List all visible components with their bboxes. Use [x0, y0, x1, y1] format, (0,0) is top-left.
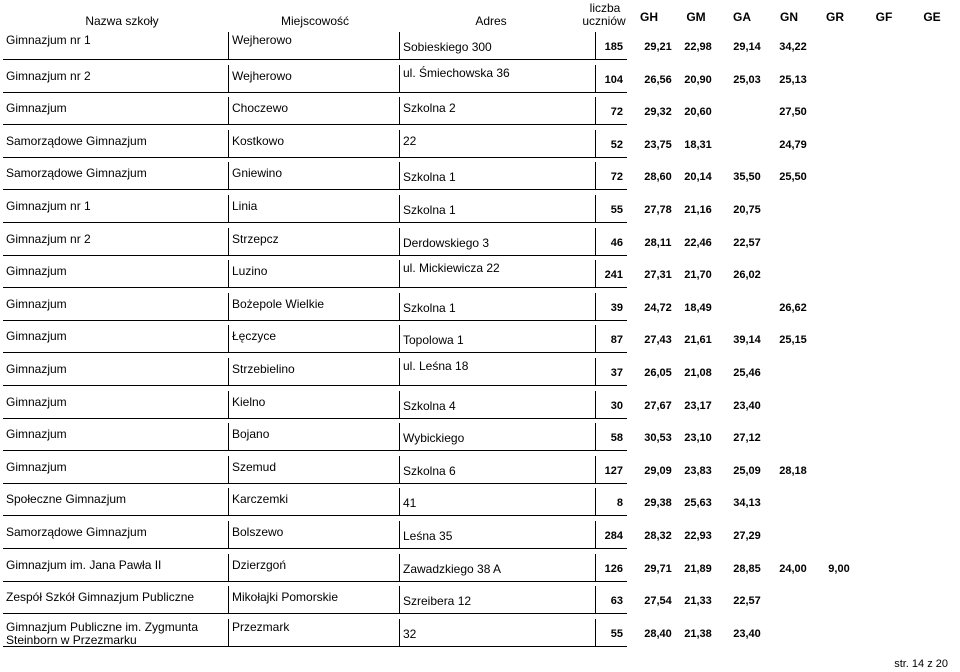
score-gh: 26,05 [644, 366, 672, 379]
address-cell: Zawadzkiego 38 A [399, 554, 595, 582]
city-cell: Strzepcz [228, 228, 399, 256]
school-name-cell: Społeczne Gimnazjum [3, 488, 228, 516]
score-gm: 22,93 [684, 529, 712, 542]
score-ga: 35,50 [733, 171, 761, 184]
table-row [3, 554, 958, 587]
score-gn: 25,15 [779, 334, 807, 347]
school-name-cell: Gimnazjum Publiczne im. Zygmunta Steinborn w Przezmarku [3, 619, 228, 647]
header-gh: GH [640, 10, 658, 24]
table-row [3, 521, 958, 554]
city-cell: Łęczyce [228, 325, 399, 353]
school-name-cell: Gimnazjum [3, 391, 228, 419]
table-row [3, 619, 958, 652]
school-name-cell: Gimnazjum im. Jana Pawła II [3, 554, 228, 582]
table-row [3, 488, 958, 521]
student-count: 37 [610, 366, 623, 379]
score-gh: 29,32 [644, 106, 672, 119]
table-row [3, 195, 958, 228]
score-gm: 21,61 [684, 334, 712, 347]
score-ga: 29,14 [733, 41, 761, 53]
score-gh: 27,43 [644, 334, 672, 347]
score-gm: 21,16 [684, 203, 712, 216]
score-gn: 27,50 [779, 106, 807, 119]
score-ga: 26,02 [733, 269, 761, 282]
city-cell: Linia [228, 195, 399, 223]
address-cell: 22 [399, 130, 595, 158]
header-gn: GN [780, 10, 798, 24]
score-gh: 24,72 [644, 301, 672, 314]
school-name-cell: Zespół Szkół Gimnazjum Publiczne [3, 586, 228, 614]
student-count: 241 [604, 269, 623, 282]
score-gn: 25,50 [779, 171, 807, 184]
table-row [3, 293, 958, 326]
school-name-cell: Samorządowe Gimnazjum [3, 130, 228, 158]
table-row [3, 228, 958, 261]
address-cell: Szkolna 6 [399, 456, 595, 484]
score-ga: 25,03 [733, 73, 761, 86]
school-name-cell: Gimnazjum [3, 423, 228, 451]
student-count: 127 [604, 464, 623, 477]
student-count: 72 [610, 106, 623, 119]
score-ga: 25,46 [733, 366, 761, 379]
score-gh: 27,54 [644, 595, 672, 608]
address-cell: Wybickiego [399, 423, 595, 451]
score-gm: 22,46 [684, 236, 712, 249]
score-ga: 28,85 [733, 562, 761, 575]
score-ga: 34,13 [733, 497, 761, 510]
table-row [3, 358, 958, 391]
results-table [3, 32, 958, 651]
city-cell: Kostkowo [228, 130, 399, 158]
city-cell: Choczewo [228, 97, 399, 125]
table-row [3, 325, 958, 358]
student-count: 87 [610, 334, 623, 347]
score-ga: 23,40 [733, 399, 761, 412]
score-gm: 23,17 [684, 399, 712, 412]
address-cell: ul. Leśna 18 [399, 358, 595, 386]
score-gn: 28,18 [779, 464, 807, 477]
score-gh: 29,09 [644, 464, 672, 477]
score-gm: 25,63 [684, 497, 712, 510]
table-row [3, 260, 958, 293]
address-cell: Szkolna 2 [399, 97, 595, 125]
page-number: str. 14 z 20 [894, 658, 948, 670]
score-gh: 29,38 [644, 497, 672, 510]
address-cell: ul. Śmiechowska 36 [399, 65, 595, 93]
score-gn: 26,62 [779, 301, 807, 314]
table-row [3, 130, 958, 163]
score-gm: 20,90 [684, 73, 712, 86]
score-gm: 18,49 [684, 301, 712, 314]
score-gm: 21,89 [684, 562, 712, 575]
student-count: 126 [604, 562, 623, 575]
header-ga: GA [733, 10, 751, 24]
school-name-cell: Samorządowe Gimnazjum [3, 162, 228, 190]
score-ga: 27,29 [733, 529, 761, 542]
city-cell: Luzino [228, 260, 399, 288]
table-row [3, 423, 958, 456]
school-name-cell: Gimnazjum [3, 358, 228, 386]
score-gh: 28,40 [644, 627, 672, 640]
school-name-cell: Gimnazjum nr 2 [3, 228, 228, 256]
school-name-cell: Gimnazjum nr 1 [3, 32, 228, 60]
score-gr: 9,00 [828, 562, 850, 575]
student-count: 58 [610, 432, 623, 445]
score-gm: 21,70 [684, 269, 712, 282]
header-address: Adres [475, 14, 507, 28]
score-gm: 20,60 [684, 106, 712, 119]
address-cell: Derdowskiego 3 [399, 228, 595, 256]
city-cell: Bojano [228, 423, 399, 451]
header-count-line2: uczniów [582, 14, 626, 28]
header-city: Miejscowość [280, 14, 349, 28]
address-cell: Szkolna 1 [399, 195, 595, 223]
student-count: 55 [610, 627, 623, 640]
score-gn: 34,22 [779, 41, 807, 53]
school-name-cell: Samorządowe Gimnazjum [3, 521, 228, 549]
header-gf: GF [875, 10, 893, 24]
school-name-cell: Gimnazjum nr 1 [3, 195, 228, 223]
address-cell: 32 [399, 619, 595, 647]
score-gm: 23,10 [684, 432, 712, 445]
city-cell: Dzierzgoń [228, 554, 399, 582]
table-row [3, 162, 958, 195]
student-count: 46 [610, 236, 623, 249]
score-gh: 26,56 [644, 73, 672, 86]
student-count: 185 [604, 41, 623, 53]
score-gm: 21,33 [684, 595, 712, 608]
score-gh: 27,31 [644, 269, 672, 282]
score-gm: 23,83 [684, 464, 712, 477]
score-ga: 27,12 [733, 432, 761, 445]
student-count: 55 [610, 203, 623, 216]
score-gm: 21,38 [684, 627, 712, 640]
city-cell: Wejherowo [228, 32, 399, 60]
city-cell: Kielno [228, 391, 399, 419]
address-cell: Szreibera 12 [399, 586, 595, 614]
score-gh: 30,53 [644, 432, 672, 445]
score-ga: 25,09 [733, 464, 761, 477]
address-cell: ul. Mickiewicza 22 [399, 260, 595, 288]
city-cell: Wejherowo [228, 65, 399, 93]
table-row [3, 391, 958, 424]
score-gm: 22,98 [684, 41, 712, 53]
table-row [3, 97, 958, 130]
student-count: 52 [610, 138, 623, 151]
score-ga: 22,57 [733, 595, 761, 608]
student-count: 8 [616, 497, 623, 510]
school-name-cell: Gimnazjum [3, 325, 228, 353]
city-cell: Szemud [228, 456, 399, 484]
score-gh: 27,78 [644, 203, 672, 216]
city-cell: Strzebielino [228, 358, 399, 386]
address-cell: Szkolna 4 [399, 391, 595, 419]
score-gh: 28,32 [644, 529, 672, 542]
address-cell: Szkolna 1 [399, 162, 595, 190]
city-cell: Gniewino [228, 162, 399, 190]
student-count: 284 [604, 529, 623, 542]
score-gh: 28,60 [644, 171, 672, 184]
header-ge: GE [923, 10, 941, 24]
student-count: 104 [604, 73, 623, 86]
city-cell: Bożepole Wielkie [228, 293, 399, 321]
address-cell: Leśna 35 [399, 521, 595, 549]
score-gh: 23,75 [644, 138, 672, 151]
school-name-cell: Gimnazjum nr 2 [3, 65, 228, 93]
score-gn: 25,13 [779, 73, 807, 86]
score-gm: 20,14 [684, 171, 712, 184]
city-cell: Przezmark [228, 619, 399, 647]
table-row [3, 65, 958, 98]
score-gn: 24,79 [779, 138, 807, 151]
score-ga: 23,40 [733, 627, 761, 640]
table-row [3, 586, 958, 619]
student-count: 72 [610, 171, 623, 184]
score-ga: 20,75 [733, 203, 761, 216]
score-ga: 39,14 [733, 334, 761, 347]
city-cell: Karczemki [228, 488, 399, 516]
table-row [3, 456, 958, 489]
student-count: 63 [610, 595, 623, 608]
address-cell: 41 [399, 488, 595, 516]
table-header [0, 0, 960, 32]
score-gh: 27,67 [644, 399, 672, 412]
student-count: 39 [610, 301, 623, 314]
address-cell: Sobieskiego 300 [399, 32, 595, 60]
city-cell: Mikołajki Pomorskie [228, 586, 399, 614]
score-gm: 21,08 [684, 366, 712, 379]
header-gr: GR [826, 10, 844, 24]
school-name-cell: Gimnazjum [3, 97, 228, 125]
score-ga: 22,57 [733, 236, 761, 249]
score-gh: 29,71 [644, 562, 672, 575]
city-cell: Bolszewo [228, 521, 399, 549]
header-gm: GM [686, 10, 706, 24]
school-name-cell: Gimnazjum [3, 456, 228, 484]
school-name-cell: Gimnazjum [3, 293, 228, 321]
header-count-line1: liczba [589, 1, 621, 15]
header-school: Nazwa szkoły [85, 14, 159, 28]
school-name-cell: Gimnazjum [3, 260, 228, 288]
address-cell: Szkolna 1 [399, 293, 595, 321]
score-gh: 29,21 [644, 41, 672, 53]
score-gn: 24,00 [779, 562, 807, 575]
score-gm: 18,31 [684, 138, 712, 151]
score-gh: 28,11 [644, 236, 672, 249]
student-count: 30 [610, 399, 623, 412]
address-cell: Topolowa 1 [399, 325, 595, 353]
table-row [3, 32, 958, 65]
